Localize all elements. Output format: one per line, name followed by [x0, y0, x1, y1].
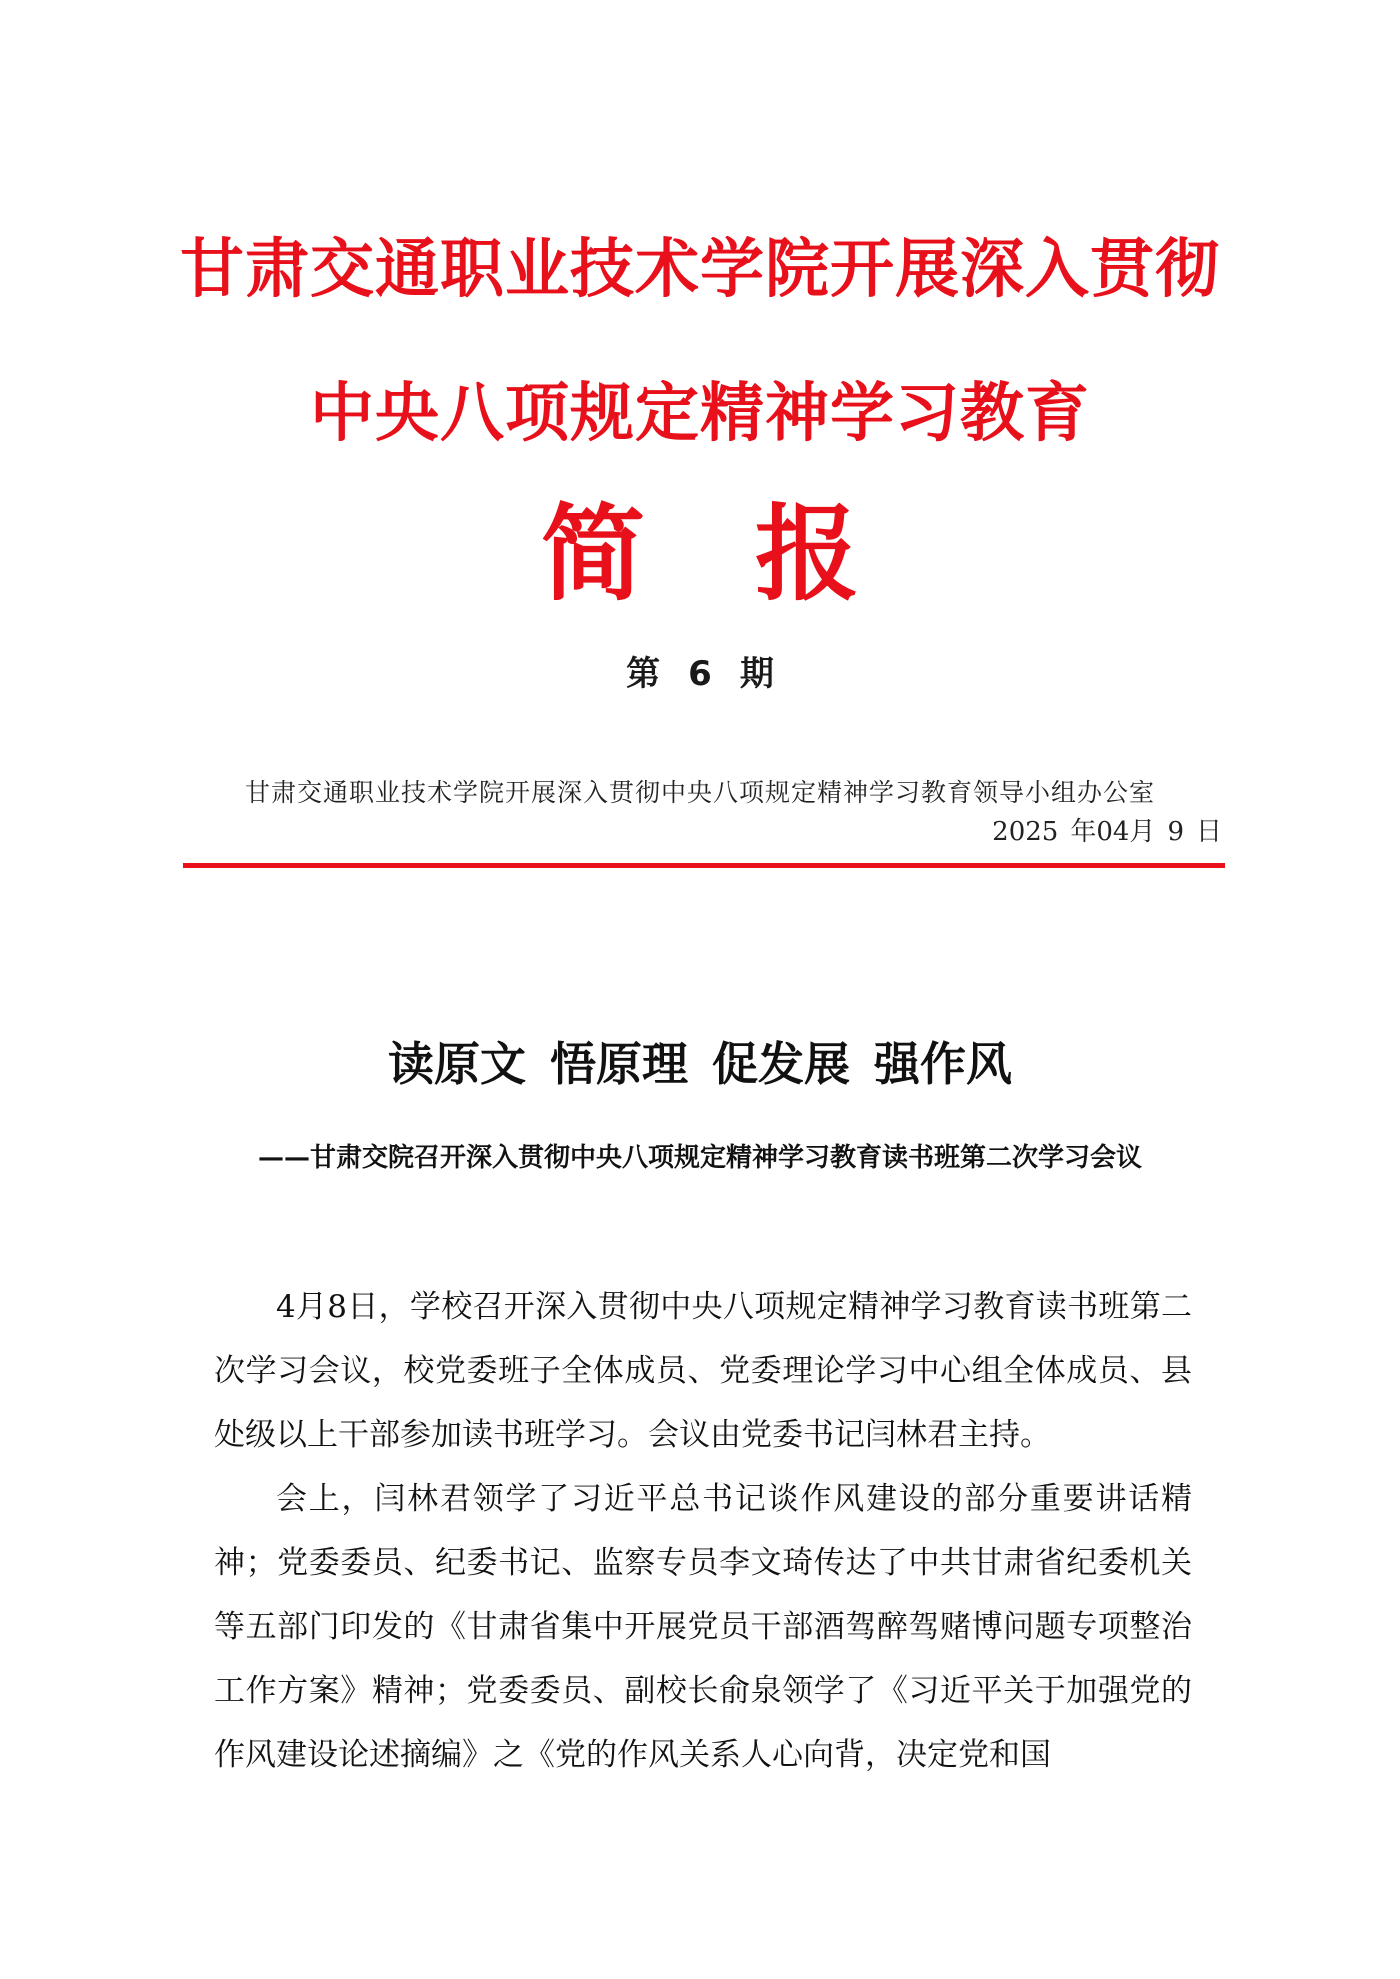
issue-date [986, 811, 1228, 848]
article-title-part: 强作风 [874, 1037, 1012, 1091]
masthead-title-line-2: 中央八项规定精神学习教育 [310, 377, 1090, 451]
issuing-office: 甘肃交通职业技术学院开展深入贯彻中央八项规定精神学习教育领导小组办公室 [244, 778, 1155, 807]
article-subtitle: ——甘肃交院召开深入贯彻中央八项规定精神学习教育读书班第二次学习会议 [257, 1143, 1142, 1173]
masthead-title-line-1: 甘肃交通职业技术学院开展深入贯彻 [180, 233, 1220, 307]
article-title-part: 悟原理 [550, 1037, 688, 1091]
issue-value: 6 [688, 654, 712, 694]
issue-date-day: 9 [1167, 817, 1184, 847]
issue-number [0, 646, 1400, 695]
article-title-part: 促发展 [712, 1037, 850, 1091]
article-paragraph: 会上，闫林君领学了习近平总书记谈作风建设的部分重要讲话精神；党委委员、纪委书记、监察专员李文琦传达了中共甘肃省纪委机关等五部门印发的《甘肃省集中开展党员干部酒驾醉驾赌博问题专项整治工作方案》精神；党委委员、副校长俞泉领学了《习近平关于加强党的作风建设论述摘编》之《党的作风关系人心向背，决定党和国 [214, 1481, 1192, 1773]
masthead-divider [183, 863, 1225, 868]
article-title [0, 1028, 1400, 1094]
issue-suffix: 期 [739, 654, 774, 694]
issue-date-month: 年04月 [1070, 817, 1156, 847]
issue-date-day-suffix: 日 [1195, 817, 1222, 847]
article-title-part: 读原文 [388, 1037, 526, 1091]
issue-date-year: 2025 [992, 817, 1059, 847]
article-paragraph: 4月8日，学校召开深入贯彻中央八项规定精神学习教育读书班第二次学习会议，校党委班子全体成员、党委理论学习中心组全体成员、县处级以上干部参加读书班学习。会议由党委书记闫林君主持。 [214, 1289, 1192, 1453]
issue-prefix: 第 [626, 654, 661, 694]
bulletin-name: 简报 [540, 493, 969, 615]
